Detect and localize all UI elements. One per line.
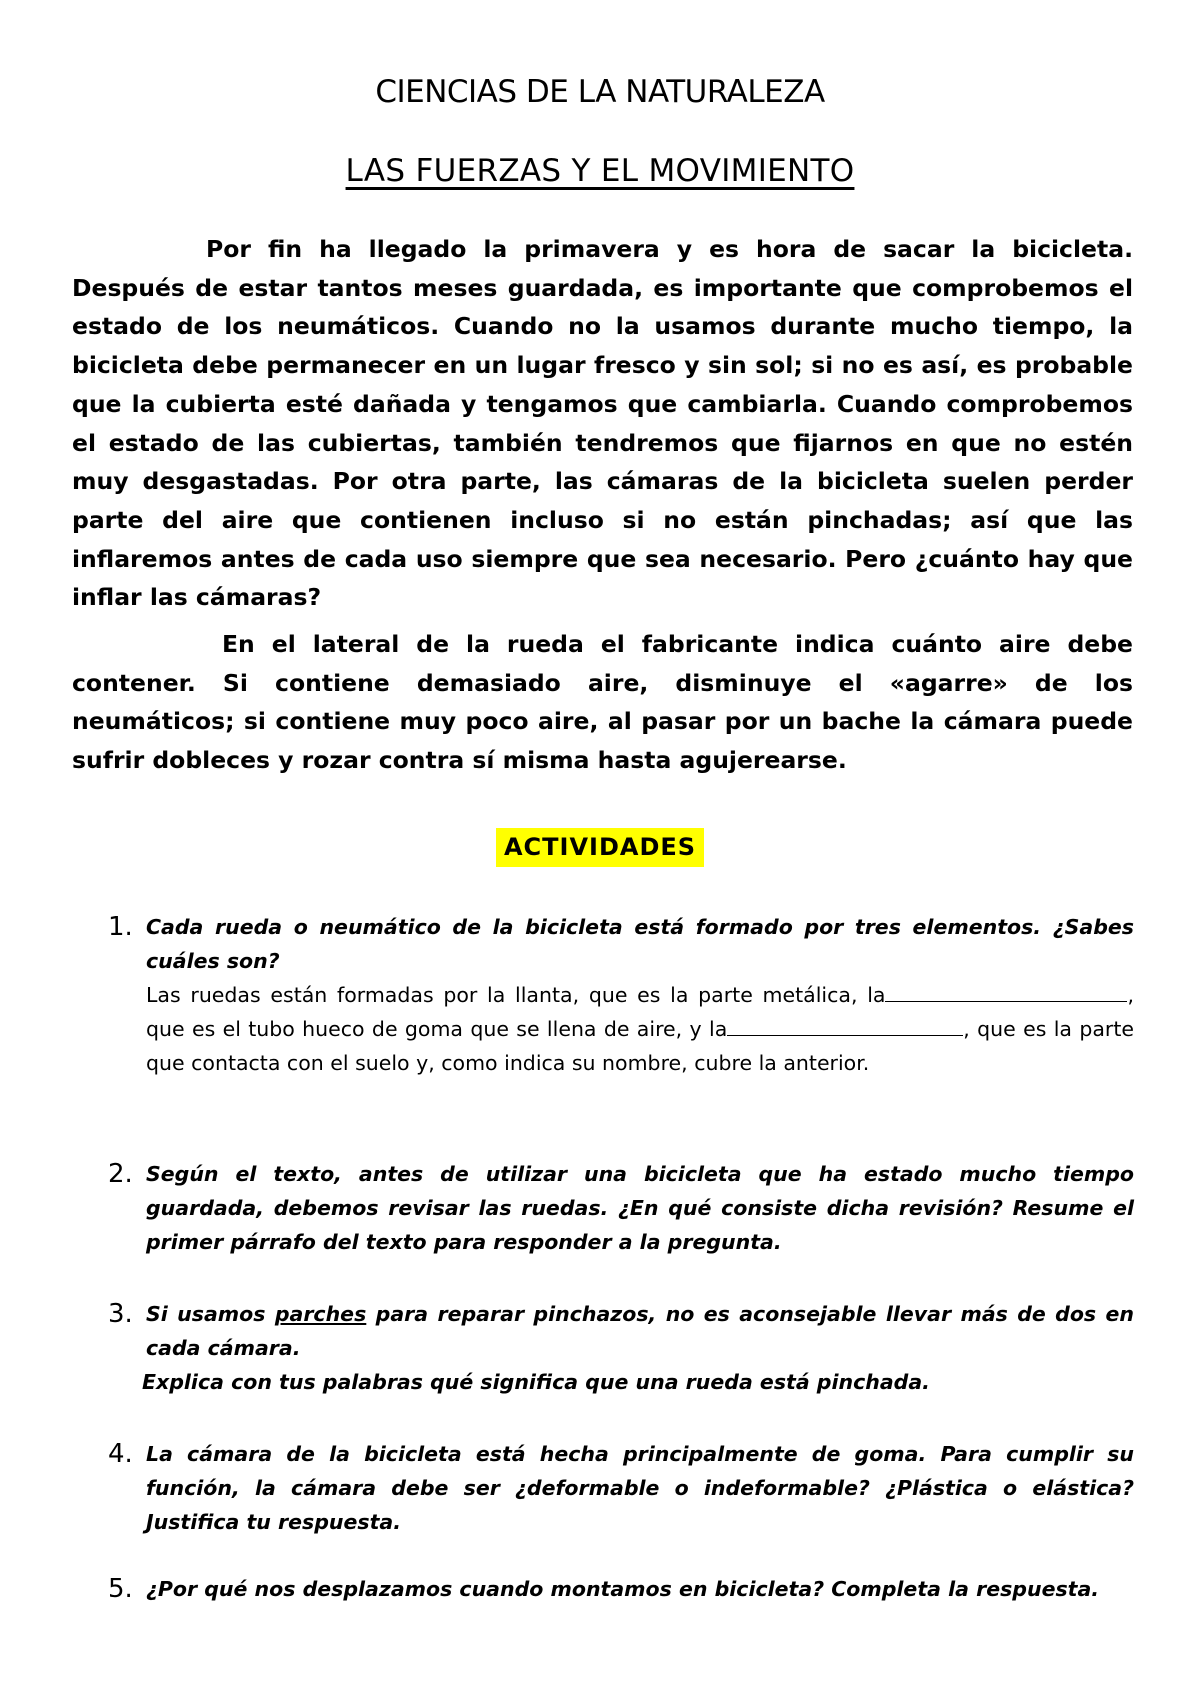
reading-paragraph-2 <box>72 625 1133 780</box>
question-text: Según el texto, antes de utilizar una bicicleta que ha estado mucho tiempo guardada, debemos revisar las ruedas. ¿En qué consiste dicha revisión? Resume el primer párrafo del texto para responder a la pregunta. <box>146 1162 1134 1254</box>
question-text-underlined: parches <box>274 1302 367 1326</box>
question-4 <box>108 1437 1134 1539</box>
question-text: La cámara de la bicicleta está hecha principalmente de goma. Para cumplir su función, la cámara debe ser ¿deformable o indeformable? ¿Plástica o elástica? Justifica tu respuesta. <box>146 1442 1134 1534</box>
activities-heading: ACTIVIDADES <box>496 828 704 867</box>
reading-paragraph-1-text: Por fin ha llegado la primavera y es hora de sacar la bicicleta. Después de estar tantos meses guardada, es importante que comprobemos el estado de los neumáticos. Cuando no la usamos durante mucho tiempo, la bicicleta debe permanecer en un lugar fresco y sin sol; si no es así, es probable que la cubierta esté dañada y tengamos que cambiarla. Cuando comprobemos el estado de las cubiertas, también tendremos que fijarnos en que no estén muy desgastadas. Por otra parte, las cámaras de la bicicleta suelen perder parte del aire que contienen incluso si no están pinchadas; así que las inflaremos antes de cada uso siempre que sea necesario. Pero ¿cuánto hay que inflar las cámaras? <box>72 235 1133 612</box>
question-number: 4. <box>108 1439 133 1469</box>
page-subtitle: LAS FUERZAS Y EL MOVIMIENTO <box>345 153 855 189</box>
question-text-before: Si usamos <box>146 1302 275 1326</box>
answer-part-3: , que es la parte que contacta con el suelo y, como indica su nombre, cubre la anterior. <box>146 1017 1134 1075</box>
answer-la-2: la <box>709 1017 728 1041</box>
question-text: ¿Por qué nos desplazamos cuando montamos en bicicleta? Completa la respuesta. <box>146 1577 1100 1601</box>
question-number: 3. <box>108 1299 133 1329</box>
answer-blank-1[interactable] <box>885 979 1127 1002</box>
answer-la-1: la <box>867 983 886 1007</box>
page-title: CIENCIAS DE LA NATURALEZA <box>375 74 825 110</box>
question-number: 1. <box>108 912 133 942</box>
answer-part-2: , que es el tubo hueco de goma que se llena de aire, y <box>146 983 1134 1041</box>
reading-paragraph-2-text: En el lateral de la rueda el fabricante indica cuánto aire debe contener. Si contiene demasiado aire, disminuye el «agarre» de los neumáticos; si contiene muy poco aire, al pasar por un bache la cámara puede sufrir dobleces y rozar contra sí misma hasta agujerearse. <box>72 630 1133 775</box>
question-2 <box>108 1157 1134 1259</box>
question-number: 2. <box>108 1159 133 1189</box>
question-1 <box>108 910 1134 1080</box>
question-text: Cada rueda o neumático de la bicicleta está formado por tres elementos. ¿Sabes cuáles son? <box>146 915 1134 973</box>
question-text-after: para reparar pinchazos, no es aconsejable llevar más de dos en cada cámara. <box>146 1302 1134 1360</box>
answer-blank-2[interactable] <box>727 1013 963 1036</box>
question-5 <box>108 1572 1134 1606</box>
question-text <box>146 1302 1134 1360</box>
reading-paragraph-1 <box>72 230 1133 617</box>
question-followup: Explica con tus palabras qué significa que una rueda está pinchada. <box>142 1370 930 1394</box>
answer-part-1: Las ruedas están formadas por la llanta, que es la parte metálica, <box>146 983 858 1007</box>
answer-text <box>146 978 1134 1080</box>
question-3 <box>108 1297 1134 1399</box>
activities-heading-wrap <box>0 828 1200 867</box>
question-number: 5. <box>108 1574 133 1604</box>
